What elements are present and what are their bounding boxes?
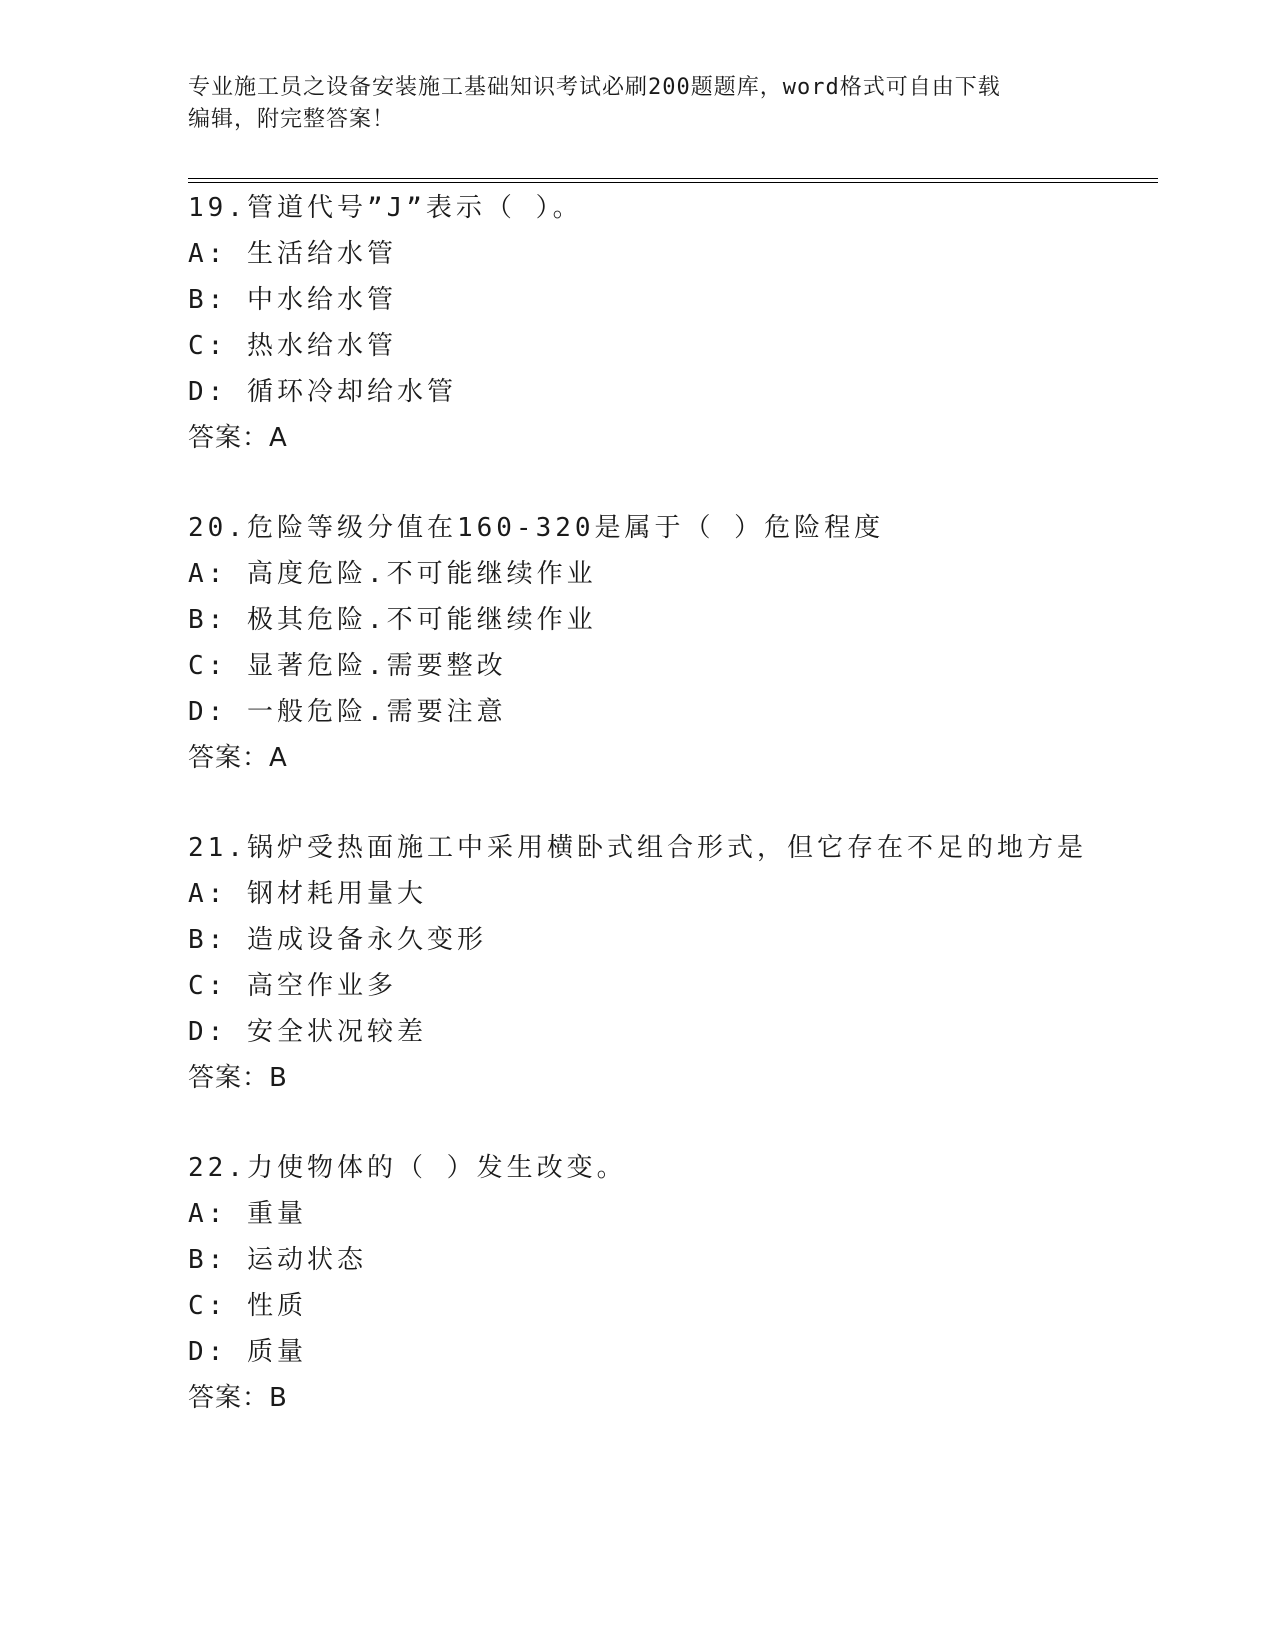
- option-d: D: 循环冷却给水管: [188, 377, 457, 407]
- question-21: [188, 825, 1158, 1101]
- option-c: C: 热水给水管: [188, 331, 397, 361]
- header-line-1: 专业施工员之设备安装施工基础知识考试必刷200题题库，word格式可自由下载: [188, 75, 1001, 100]
- option-b: B: 中水给水管: [188, 285, 397, 315]
- question-22: [188, 1145, 1158, 1421]
- option-d: D: 安全状况较差: [188, 1017, 427, 1047]
- option-a: A: 钢材耗用量大: [188, 879, 427, 909]
- option-c: C: 显著危险.需要整改: [188, 651, 507, 681]
- header-divider: [188, 178, 1158, 183]
- question-20: [188, 505, 1158, 781]
- option-a: A: 生活给水管: [188, 239, 397, 269]
- answer-line: 答案：B: [188, 1063, 288, 1093]
- header-line-2: 编辑，附完整答案！: [188, 107, 396, 132]
- option-d: D: 一般危险.需要注意: [188, 697, 507, 727]
- question-stem: 22.力使物体的（ ）发生改变。: [188, 1153, 627, 1183]
- option-a: A: 重量: [188, 1199, 307, 1229]
- option-b: B: 造成设备永久变形: [188, 925, 487, 955]
- option-a: A: 高度危险.不可能继续作业: [188, 559, 597, 589]
- option-b: B: 极其危险.不可能继续作业: [188, 605, 597, 635]
- answer-line: 答案：B: [188, 1383, 288, 1413]
- question-19: [188, 185, 1158, 461]
- answer-line: 答案：A: [188, 743, 288, 773]
- question-stem: 20.危险等级分值在160-320是属于（ ）危险程度: [188, 513, 885, 543]
- option-c: C: 高空作业多: [188, 971, 397, 1001]
- document-header: [188, 72, 1088, 136]
- option-b: B: 运动状态: [188, 1245, 367, 1275]
- answer-line: 答案：A: [188, 423, 288, 453]
- question-stem: 21.锅炉受热面施工中采用横卧式组合形式，但它存在不足的地方是: [188, 833, 1087, 863]
- option-d: D: 质量: [188, 1337, 307, 1367]
- option-c: C: 性质: [188, 1291, 307, 1321]
- question-stem: 19.管道代号”J”表示（ ）。: [188, 193, 583, 223]
